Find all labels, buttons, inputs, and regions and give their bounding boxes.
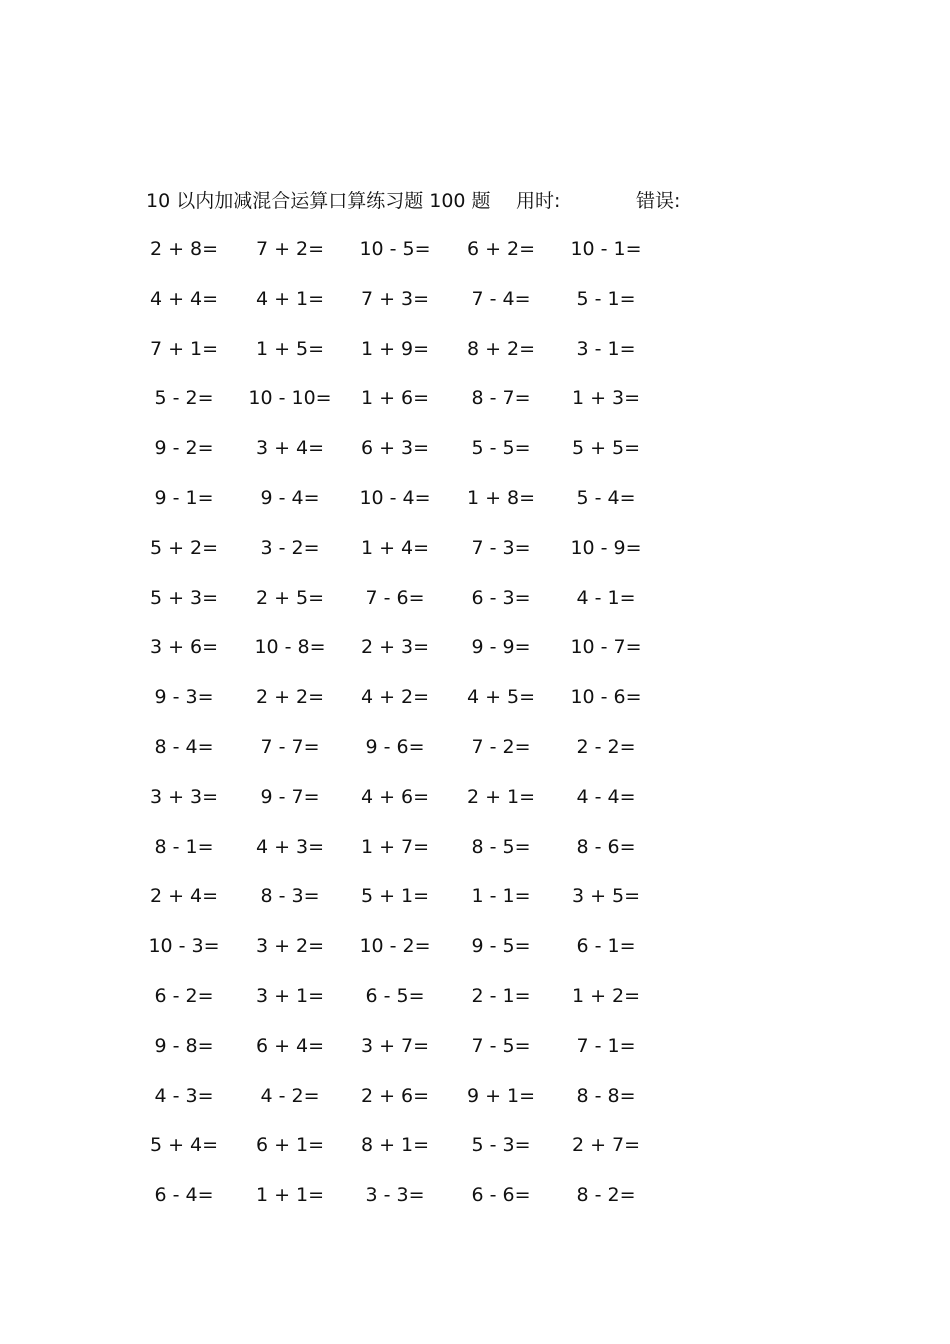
math-problem: 4 + 6= <box>360 785 430 808</box>
math-problem: 9 - 6= <box>365 735 425 758</box>
math-problem: 7 + 1= <box>149 337 219 360</box>
problem-row <box>0 333 950 383</box>
math-problem: 2 + 4= <box>149 885 219 908</box>
problem-row <box>0 731 950 781</box>
math-problem: 6 - 4= <box>154 1184 214 1207</box>
math-problem: 7 - 4= <box>471 287 531 310</box>
math-problem: 1 + 7= <box>360 835 430 858</box>
math-problem: 3 + 4= <box>255 437 325 460</box>
math-problem: 10 - 10= <box>248 387 332 410</box>
math-problem: 5 + 1= <box>360 885 430 908</box>
math-problem: 6 + 3= <box>360 437 430 460</box>
math-problem: 5 + 5= <box>571 437 641 460</box>
math-problem: 4 + 2= <box>360 686 430 709</box>
math-problem: 3 + 6= <box>149 636 219 659</box>
math-problem: 2 - 1= <box>471 984 531 1007</box>
error-count-label: 错误: <box>636 190 681 212</box>
math-problem: 10 - 9= <box>570 536 642 559</box>
math-problem: 1 + 8= <box>466 486 536 509</box>
math-problem: 8 - 8= <box>576 1084 636 1107</box>
math-problem: 3 + 5= <box>571 885 641 908</box>
math-problem: 5 - 2= <box>154 387 214 410</box>
math-problem: 4 + 3= <box>255 835 325 858</box>
math-problem: 8 - 3= <box>260 885 320 908</box>
math-problem: 2 + 7= <box>571 1134 641 1157</box>
math-problem: 6 - 5= <box>365 984 425 1007</box>
math-problem: 6 - 1= <box>576 935 636 958</box>
math-problem: 9 - 2= <box>154 437 214 460</box>
math-problem: 5 + 4= <box>149 1134 219 1157</box>
math-problem: 6 - 6= <box>471 1184 531 1207</box>
math-problem: 2 + 1= <box>466 785 536 808</box>
worksheet-title: 10 以内加减混合运算口算练习题 100 题 <box>146 190 491 212</box>
math-problem: 8 + 2= <box>466 337 536 360</box>
math-problem: 1 + 4= <box>360 536 430 559</box>
problem-row <box>0 831 950 881</box>
problem-row <box>0 482 950 532</box>
math-problem: 8 - 5= <box>471 835 531 858</box>
math-problem: 9 - 1= <box>154 486 214 509</box>
math-problem: 4 - 4= <box>576 785 636 808</box>
math-problem: 10 - 6= <box>570 686 642 709</box>
math-problem: 9 - 3= <box>154 686 214 709</box>
math-problem: 4 - 1= <box>576 586 636 609</box>
math-problem: 5 - 1= <box>576 287 636 310</box>
math-problem: 4 - 2= <box>260 1084 320 1107</box>
math-problem: 6 + 4= <box>255 1034 325 1057</box>
problem-row <box>0 1080 950 1130</box>
math-problem: 3 + 7= <box>360 1034 430 1057</box>
problem-row <box>0 233 950 283</box>
problem-row <box>0 631 950 681</box>
math-problem: 9 - 9= <box>471 636 531 659</box>
math-problem: 4 + 4= <box>149 287 219 310</box>
problem-row <box>0 432 950 482</box>
math-problem: 7 - 2= <box>471 735 531 758</box>
math-problem: 10 - 3= <box>148 935 220 958</box>
problem-row <box>0 582 950 632</box>
math-problem: 5 - 4= <box>576 486 636 509</box>
math-problem: 4 - 3= <box>154 1084 214 1107</box>
math-problem: 3 - 2= <box>260 536 320 559</box>
math-problem: 8 - 7= <box>471 387 531 410</box>
math-problem: 4 + 1= <box>255 287 325 310</box>
math-problem: 5 + 3= <box>149 586 219 609</box>
math-problem: 6 + 2= <box>466 238 536 260</box>
math-problem: 10 - 2= <box>359 935 431 958</box>
math-problem: 8 + 1= <box>360 1134 430 1157</box>
math-problem: 2 + 3= <box>360 636 430 659</box>
math-problem: 3 - 3= <box>365 1184 425 1207</box>
math-problem: 7 - 6= <box>365 586 425 609</box>
math-problem: 2 + 2= <box>255 686 325 709</box>
math-problem: 10 - 8= <box>254 636 326 659</box>
math-problem: 3 + 2= <box>255 935 325 958</box>
math-problem: 1 + 5= <box>255 337 325 360</box>
math-problem: 7 - 3= <box>471 536 531 559</box>
math-problem: 2 + 8= <box>149 238 219 260</box>
math-problem: 6 - 3= <box>471 586 531 609</box>
problem-row <box>0 283 950 333</box>
math-problem: 5 - 3= <box>471 1134 531 1157</box>
problem-row <box>0 1179 950 1229</box>
problem-row <box>0 880 950 930</box>
math-problem: 5 - 5= <box>471 437 531 460</box>
math-problem: 1 - 1= <box>471 885 531 908</box>
problem-grid <box>0 233 950 1229</box>
math-problem: 8 - 1= <box>154 835 214 858</box>
math-problem: 9 - 4= <box>260 486 320 509</box>
math-problem: 1 + 1= <box>255 1184 325 1207</box>
math-problem: 1 + 3= <box>571 387 641 410</box>
math-problem: 7 + 2= <box>255 238 325 260</box>
problem-row <box>0 930 950 980</box>
math-problem: 10 - 7= <box>570 636 642 659</box>
math-problem: 1 + 2= <box>571 984 641 1007</box>
math-problem: 3 + 1= <box>255 984 325 1007</box>
math-problem: 7 - 1= <box>576 1034 636 1057</box>
math-problem: 3 - 1= <box>576 337 636 360</box>
problem-row <box>0 980 950 1030</box>
time-used-label: 用时: <box>516 190 561 212</box>
math-problem: 9 - 5= <box>471 935 531 958</box>
math-problem: 3 + 3= <box>149 785 219 808</box>
math-problem: 7 - 5= <box>471 1034 531 1057</box>
math-problem: 10 - 5= <box>359 238 431 260</box>
math-problem: 9 - 8= <box>154 1034 214 1057</box>
math-problem: 9 + 1= <box>466 1084 536 1107</box>
math-problem: 4 + 5= <box>466 686 536 709</box>
math-problem: 10 - 1= <box>570 238 642 260</box>
math-problem: 2 + 6= <box>360 1084 430 1107</box>
math-problem: 5 + 2= <box>149 536 219 559</box>
math-problem: 8 - 4= <box>154 735 214 758</box>
math-problem: 7 + 3= <box>360 287 430 310</box>
math-problem: 2 + 5= <box>255 586 325 609</box>
problem-row <box>0 781 950 831</box>
math-problem: 6 + 1= <box>255 1134 325 1157</box>
math-problem: 2 - 2= <box>576 735 636 758</box>
math-problem: 1 + 6= <box>360 387 430 410</box>
math-problem: 7 - 7= <box>260 735 320 758</box>
problem-row <box>0 382 950 432</box>
problem-row <box>0 532 950 582</box>
math-problem: 9 - 7= <box>260 785 320 808</box>
problem-row <box>0 681 950 731</box>
math-problem: 1 + 9= <box>360 337 430 360</box>
math-problem: 6 - 2= <box>154 984 214 1007</box>
math-problem: 8 - 2= <box>576 1184 636 1207</box>
math-problem: 10 - 4= <box>359 486 431 509</box>
problem-row <box>0 1129 950 1179</box>
problem-row <box>0 1030 950 1080</box>
math-problem: 8 - 6= <box>576 835 636 858</box>
